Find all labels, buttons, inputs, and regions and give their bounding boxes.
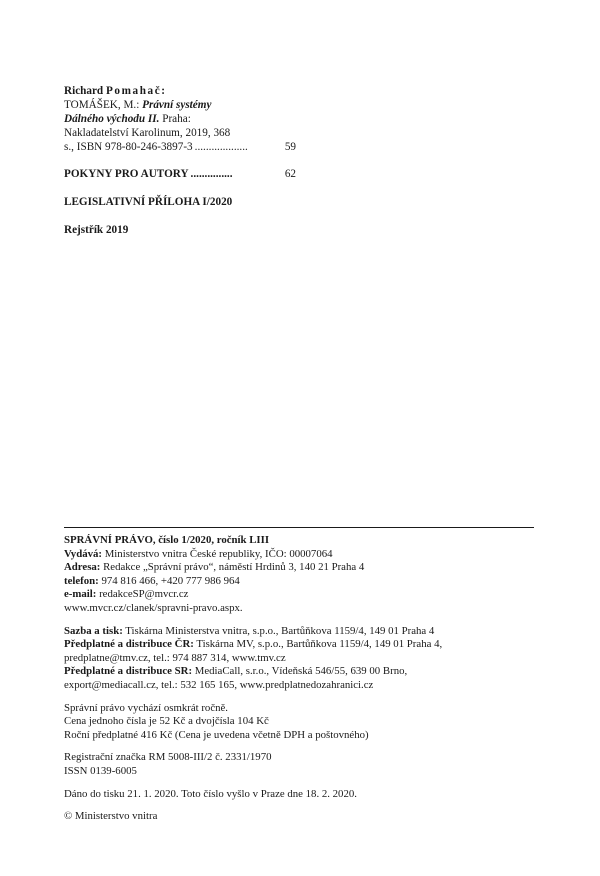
review-line-2: Dálného východu II. Praha: <box>64 113 191 125</box>
frequency-line: Správní právo vychází osmkrát ročně. <box>64 701 228 714</box>
copyright-line: © Ministerstvo vnitra <box>64 810 158 823</box>
toc-entry-rejstrik: Rejstřík 2019 <box>64 224 129 236</box>
imprint-publisher-block <box>64 534 534 616</box>
address-line: Adresa: Redakce „Správní právo“, náměstí Hrdinů 3, 140 21 Praha 4 <box>64 561 365 574</box>
print-date-line: Dáno do tisku 21. 1. 2020. Toto číslo vyšlo v Praze dne 18. 2. 2020. <box>64 787 357 800</box>
review-line-3: Nakladatelství Karolinum, 2019, 368 <box>64 127 231 139</box>
review-line-4: s., ISBN 978-80-246-3897-3 ................... 59 <box>64 141 296 153</box>
toc-entry-legislativa: LEGISLATIVNÍ PŘÍLOHA I/2020 <box>64 196 233 208</box>
imprint-divider <box>64 527 534 528</box>
subscription-cr-line: Předplatné a distribuce ČR: Tiskárna MV, s.p.o., Bartůňkova 1159/4, 149 01 Praha 4, <box>64 638 443 651</box>
toc-entry-pokyny: POKYNY PRO AUTORY ............... 62 <box>64 168 296 180</box>
phone-line: telefon: 974 816 466, +420 777 986 964 <box>64 574 240 587</box>
subscription-cr-contact: predplatne@tmv.cz, tel.: 974 887 314, www.tmv.cz <box>64 651 286 664</box>
journal-title: SPRÁVNÍ PRÁVO, číslo 1/2020, ročník LIII <box>64 534 270 546</box>
subscription-sr-line: Předplatné a distribuce SR: MediaCall, s.r.o., Vídeňská 546/55, 639 00 Brno, <box>64 665 408 678</box>
registration-line: Registrační značka RM 5008-III/2 č. 2331/1970 <box>64 751 272 764</box>
issn-line: ISSN 0139-6005 <box>64 764 137 777</box>
annual-price-line: Roční předplatné 416 Kč (Cena je uvedena včetně DPH a poštovného) <box>64 728 369 741</box>
imprint-print-block <box>64 625 534 693</box>
review-line-1: TOMÁŠEK, M.: Právní systémy <box>64 99 212 111</box>
table-of-contents <box>64 84 296 237</box>
subscription-sr-contact: export@mediacall.cz, tel.: 532 165 165, www.predplatnedozahranici.cz <box>64 678 374 691</box>
imprint-registration-block <box>64 751 534 778</box>
imprint-date-block <box>64 788 534 802</box>
price-line: Cena jednoho čísla je 52 Kč a dvojčísla 104 Kč <box>64 715 269 728</box>
pokyny-page-number: 62 <box>284 168 296 180</box>
imprint <box>64 534 534 824</box>
print-line: Sazba a tisk: Tiskárna Ministerstva vnitra, s.p.o., Bartůňkova 1159/4, 149 01 Praha 4 <box>64 624 435 637</box>
review-author: Richard Pomahač: <box>64 85 167 97</box>
publisher-line: Vydává: Ministerstvo vnitra České republiky, IČO: 00007064 <box>64 547 333 560</box>
review-page-number: 59 <box>284 141 296 153</box>
imprint-price-block <box>64 702 534 743</box>
email-line: e-mail: redakceSP@mvcr.cz <box>64 588 189 601</box>
web-line: www.mvcr.cz/clanek/spravni-pravo.aspx. <box>64 601 243 614</box>
